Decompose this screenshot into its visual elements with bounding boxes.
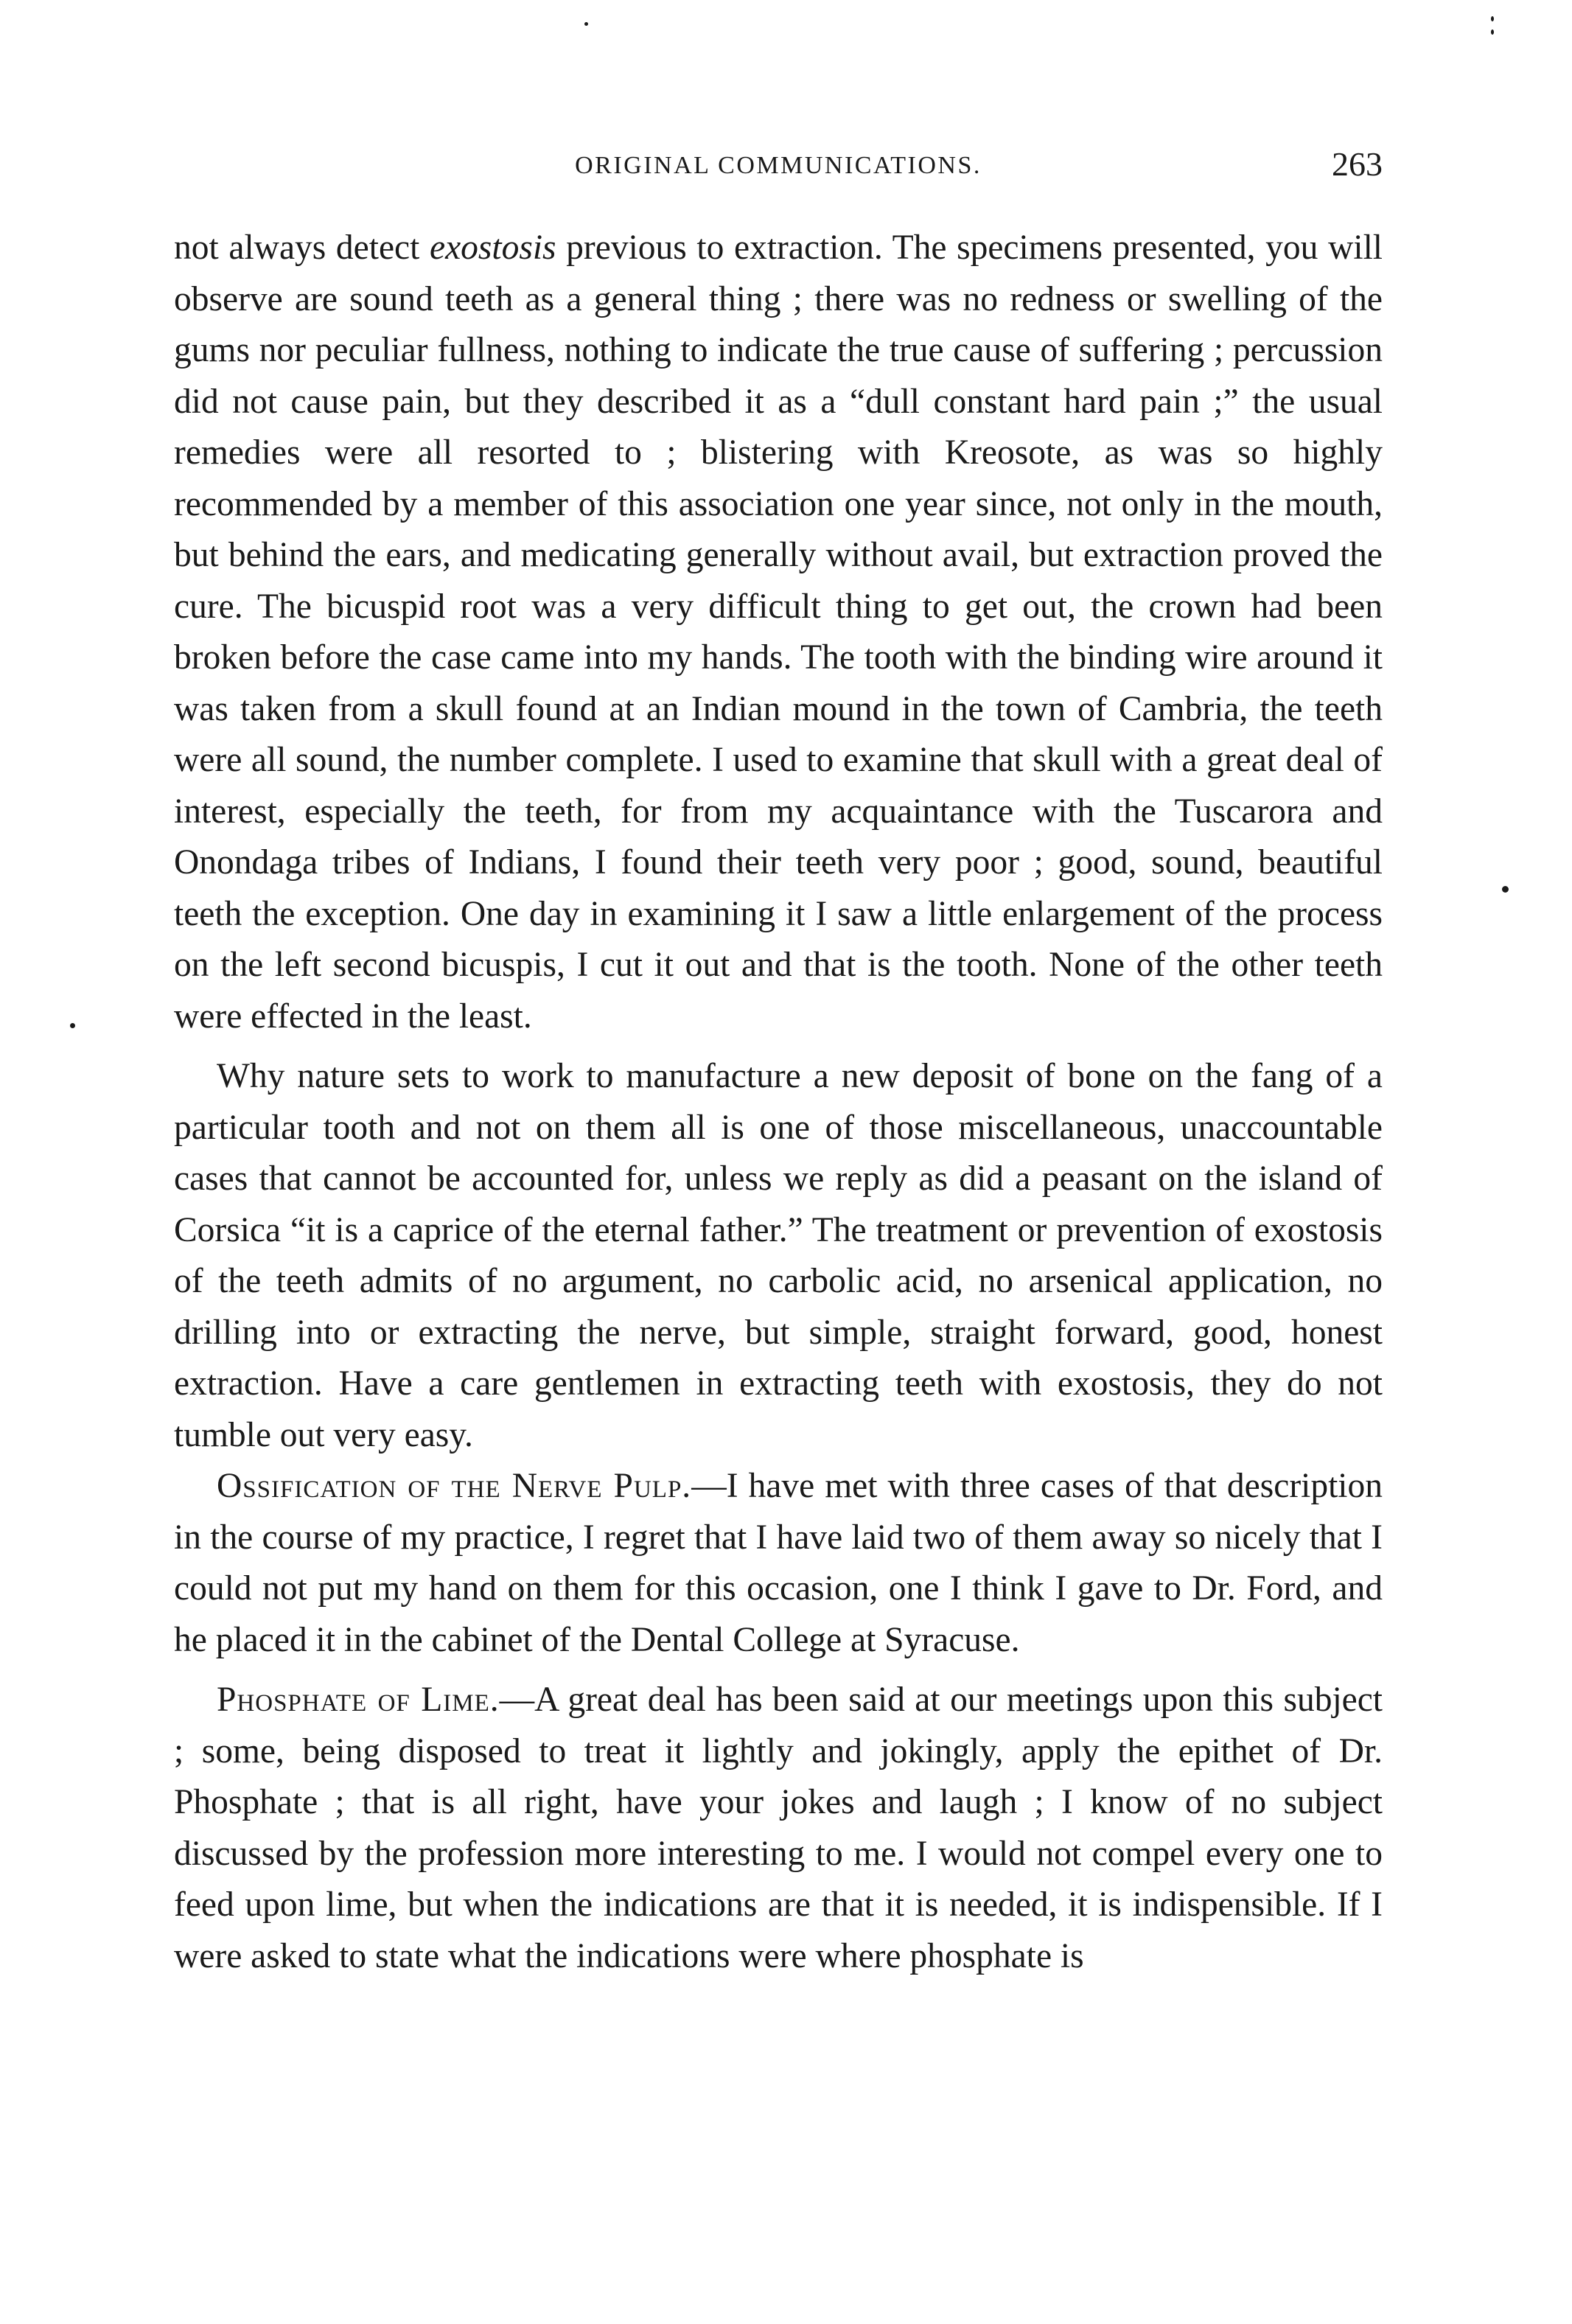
paragraph-phosphate [174,1675,1383,1982]
paragraph-phosphate-text: —A great deal has been said at our meetings upon this subject ; some, being disposed to treat it lightly and jokingly, apply the epithet of Dr. Phosphate ; that is all right, have your jokes and laugh ; I know of no subject discussed by the profession more interesting to me. I would not compel every one to feed upon lime, but when the indications are that it is needed, it is indispensible. If I were asked to state what the indications were where phosphate is [174,1681,1383,1975]
paragraph-nature-deposit: Why nature sets to work to manufacture a new deposit of bone on the fang of a particular tooth and not on them all is one of those miscellaneous, unaccountable cases that cannot be accounted for, unless we reply as did a peasant on the island of Corsica “it is a caprice of the eternal father.” The treatment or prevention of exostosis of the teeth admits of no argument, no carbolic acid, no arsenical application, no drilling into or extracting the nerve, but simple, straight forward, good, honest extraction. Have a care gentlemen in extracting teeth with exostosis, they do not tumble out very easy. [174,1057,1383,1454]
paragraph-ossification [174,1461,1383,1666]
section-heading-ossification: Ossification of the Nerve Pulp. [217,1467,692,1505]
page-number: 263 [1332,145,1383,183]
running-title: ORIGINAL COMMUNICATIONS. [575,152,982,179]
italic-term: exostosis [429,228,556,267]
body-text [174,223,1383,1982]
ink-speck [1491,29,1494,35]
ink-speck [70,1023,75,1028]
section-heading-phosphate: Phosphate of Lime. [217,1681,500,1719]
ink-speck [584,22,588,26]
paragraph-exostosis-cases: not always detect exostosis previous to extraction. The specimens presented, you will observe are sound teeth as a general thing ; there was no redness or swelling of the gums nor peculiar fullness, nothing to indicate the true cause of suffering ; percussion did not cause pain, but they described it as a “dull constant hard pain ;” the usual remedies were all resorted to ; blistering with Kreosote, as was so highly recommended by a member of this association one year since, not only in the mouth, but behind the ears, and medicating generally without avail, but extraction proved the cure. The bicuspid root was a very difficult thing to get out, the crown had been broken before the case came into my hands. The tooth with the binding wire around it was taken from a skull found at an Indian mound in the town of Cambria, the teeth were all sound, the number complete. I used to examine that skull with a great deal of interest, especially the teeth, for from my acquaintance with the Tuscarora and Onondaga tribes of Indians, I found their teeth very poor ; good, sound, beautiful teeth the exception. One day in examining it I saw a little enlargement of the process on the left second bicuspis, I cut it out and that is the tooth. None of the other teeth were effected in the least. [174,228,1383,1036]
running-head [174,144,1383,189]
ink-speck [1502,886,1509,893]
paragraph-ossification-text: —I have met with three cases of that description in the course of my practice, I regret that I have laid two of them away so nicely that I could not put my hand on them for this occasion, one I think I gave to Dr. Ford, and he placed it in the cabinet of the Dental College at Syracuse. [174,1467,1383,1659]
ink-speck [1491,16,1494,21]
